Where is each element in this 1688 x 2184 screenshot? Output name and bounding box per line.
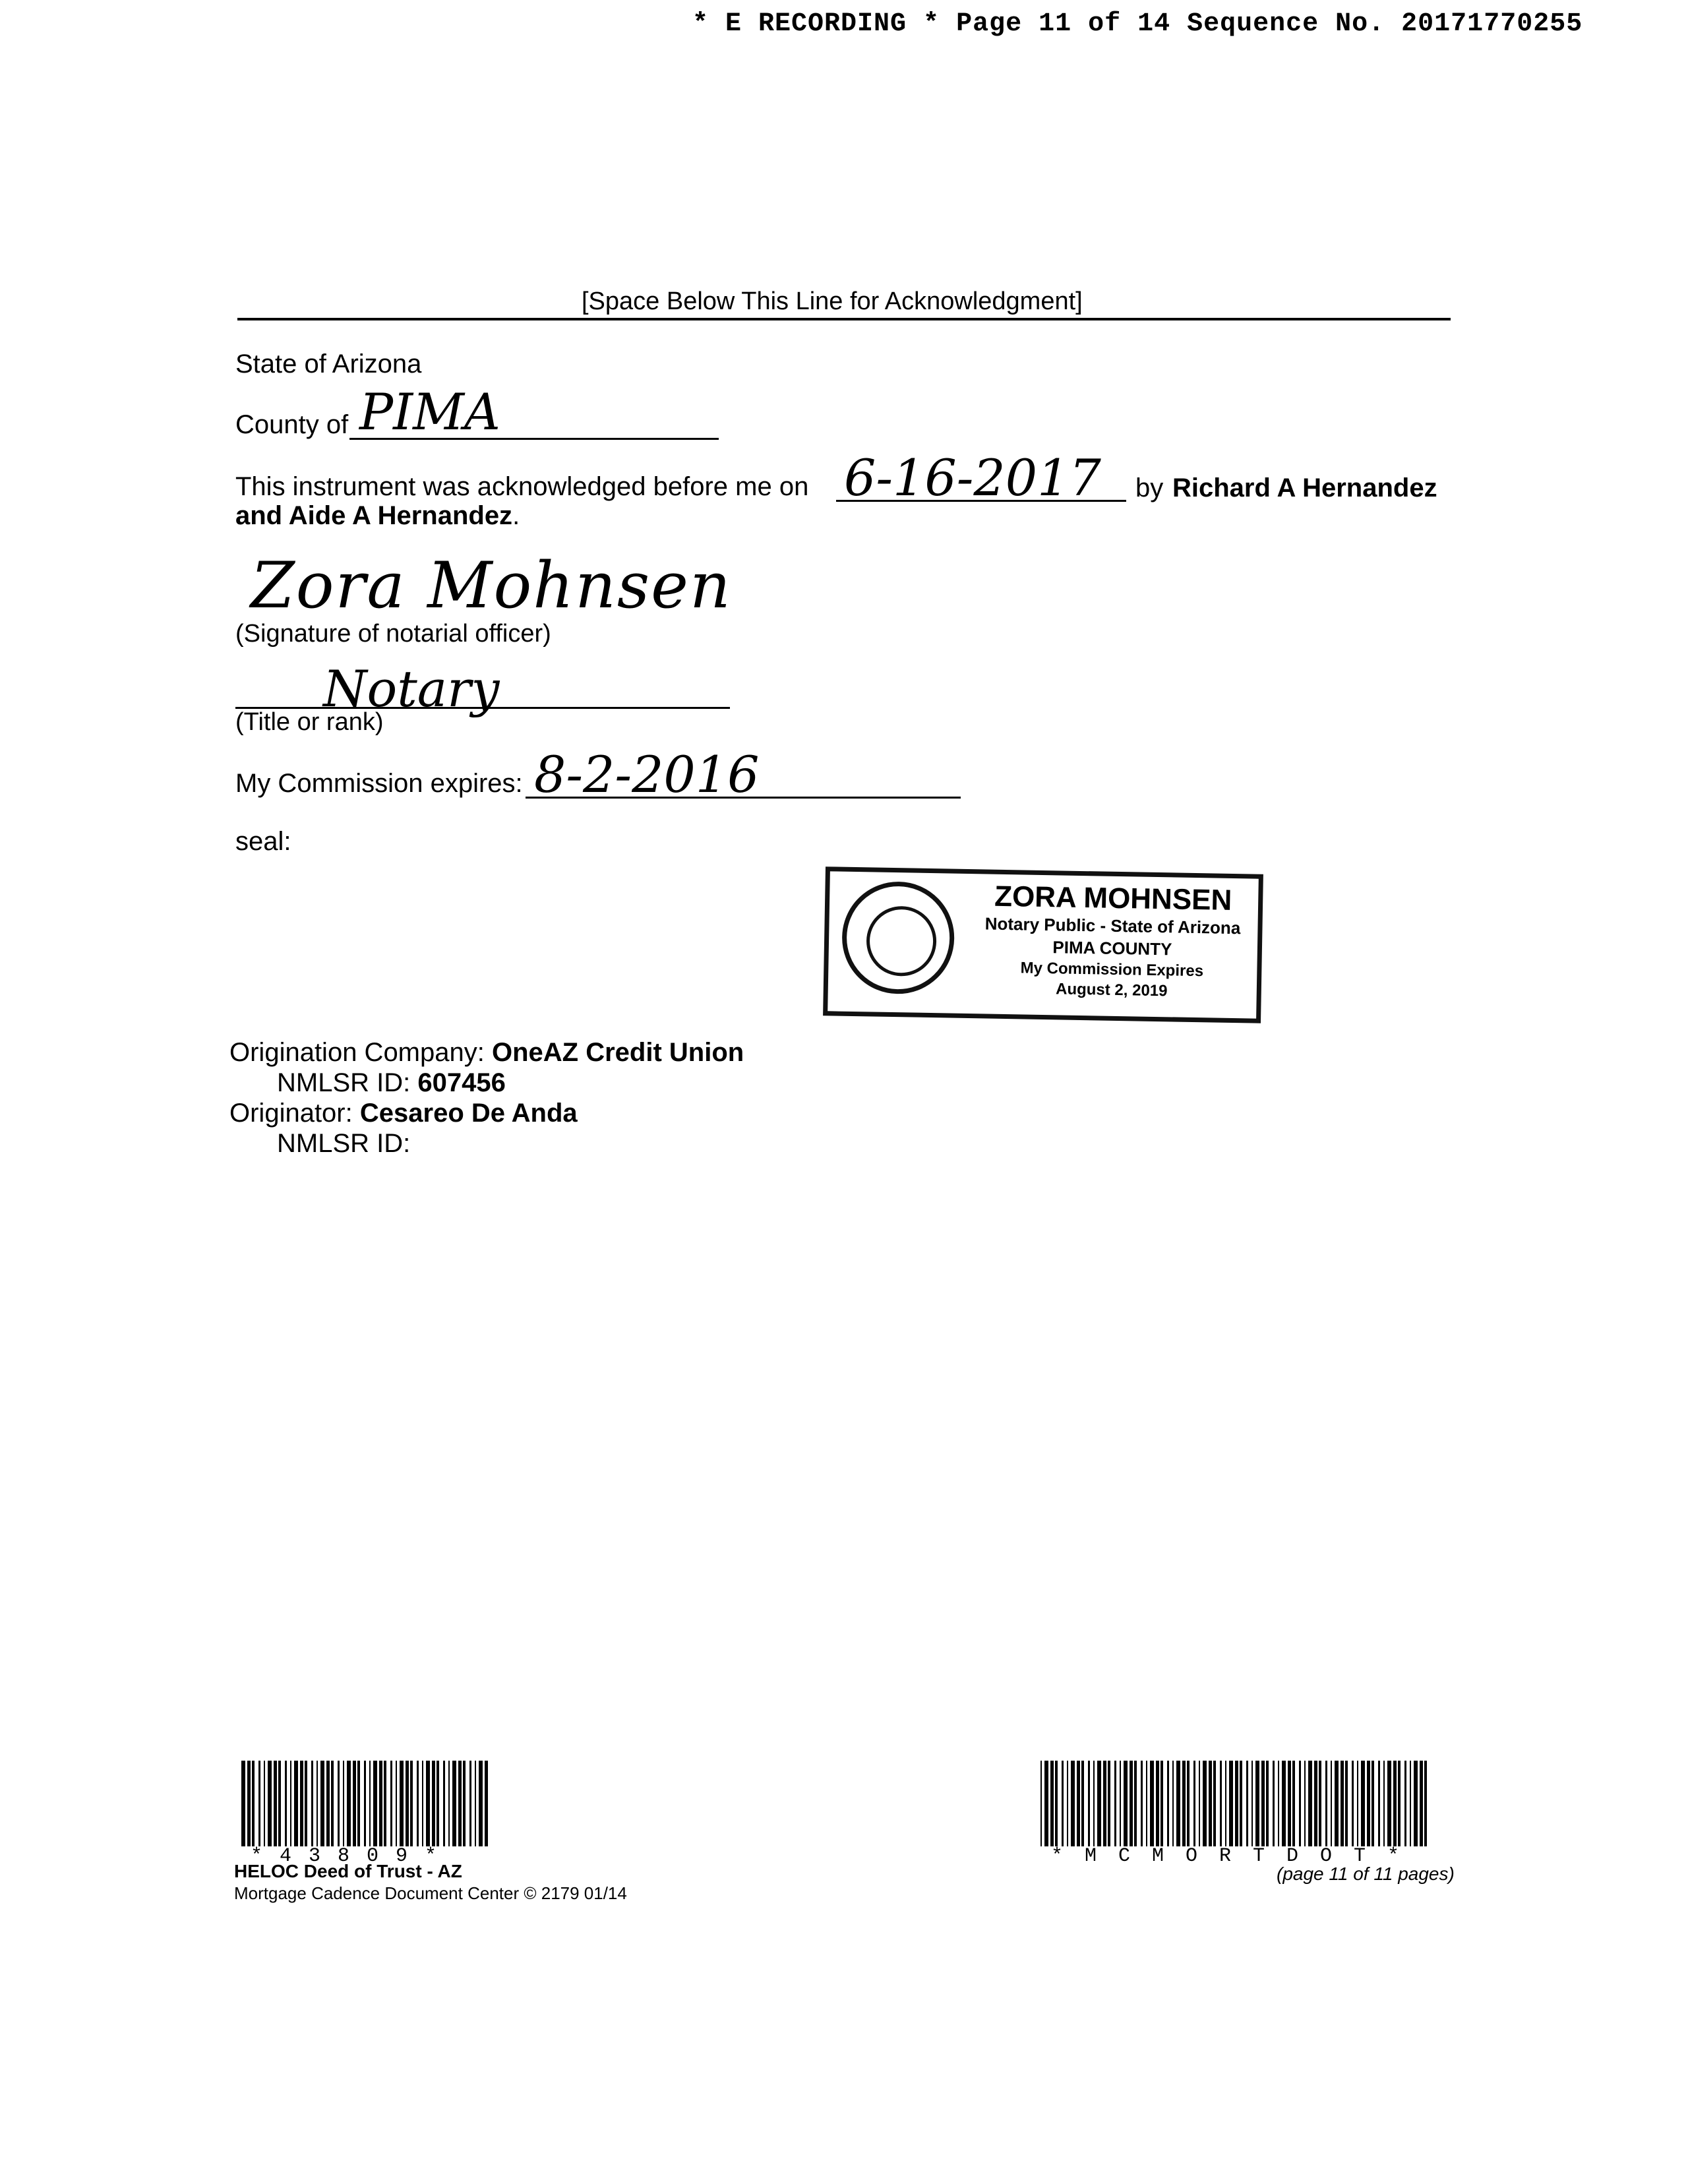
seal-text	[973, 880, 1252, 1002]
by-word: by	[1135, 473, 1164, 502]
commission-label: My Commission expires:	[235, 769, 523, 798]
title-label: (Title or rank)	[235, 708, 384, 736]
seal-line4: My Commission Expires	[1020, 959, 1204, 981]
seal-line5: August 2, 2019	[1055, 980, 1168, 1000]
signature-label: (Signature of notarial officer)	[235, 620, 551, 648]
county-handwritten: PIMA	[359, 382, 500, 441]
instrument-text: This instrument was acknowledged before me on	[235, 472, 809, 501]
origination-company	[229, 1038, 744, 1068]
recording-header: * E RECORDING * Page 11 of 14 Sequence No. 20171770255	[692, 9, 1583, 39]
seal-line2: Notary Public - State of Arizona	[984, 913, 1241, 938]
signer-names-bold: and Aide A Hernandez	[235, 501, 513, 530]
signer-names-line2	[235, 501, 520, 531]
notary-signature: Zora Mohnsen	[251, 549, 732, 622]
state-seal-icon	[841, 881, 955, 995]
date-handwritten: 6-16-2017	[844, 448, 1101, 507]
signer-names-period: .	[512, 501, 520, 530]
originator-line	[229, 1099, 578, 1128]
nmlsr-value-1: 607456	[417, 1068, 506, 1097]
left-barcode	[241, 1761, 492, 1846]
left-barcode-text: *43809*	[251, 1845, 454, 1867]
originator-value: Cesareo De Anda	[359, 1099, 578, 1128]
origination-company-label: Origination Company:	[229, 1038, 485, 1067]
seal-line3: PIMA COUNTY	[1052, 937, 1172, 959]
seal-name: ZORA MOHNSEN	[994, 880, 1232, 917]
seal-label: seal:	[235, 827, 291, 856]
right-barcode	[1040, 1761, 1435, 1846]
notary-seal-stamp	[823, 866, 1263, 1023]
page-note: (page 11 of 11 pages)	[1277, 1864, 1455, 1884]
separator-rule	[237, 318, 1451, 320]
state-line: State of Arizona	[235, 349, 422, 379]
nmlsr-line-2: NMLSR ID:	[277, 1129, 411, 1158]
separator-text: [Space Below This Line for Acknowledgment]	[582, 288, 1083, 315]
commission-handwritten: 8-2-2016	[534, 745, 760, 804]
right-barcode-text: *MCMORTDOT*	[1051, 1845, 1422, 1867]
county-label: County of	[235, 410, 349, 439]
doc-title: HELOC Deed of Trust - AZ	[234, 1861, 462, 1881]
nmlsr-line-1	[277, 1068, 506, 1098]
doc-center: Mortgage Cadence Document Center © 2179 01/14	[234, 1883, 627, 1903]
nmlsr-label-1: NMLSR ID:	[277, 1068, 411, 1097]
title-handwritten: Notary	[323, 659, 500, 718]
signer-names-line1: Richard A Hernandez	[1172, 473, 1437, 502]
originator-label: Originator:	[229, 1099, 353, 1128]
origination-company-value: OneAZ Credit Union	[491, 1038, 744, 1067]
